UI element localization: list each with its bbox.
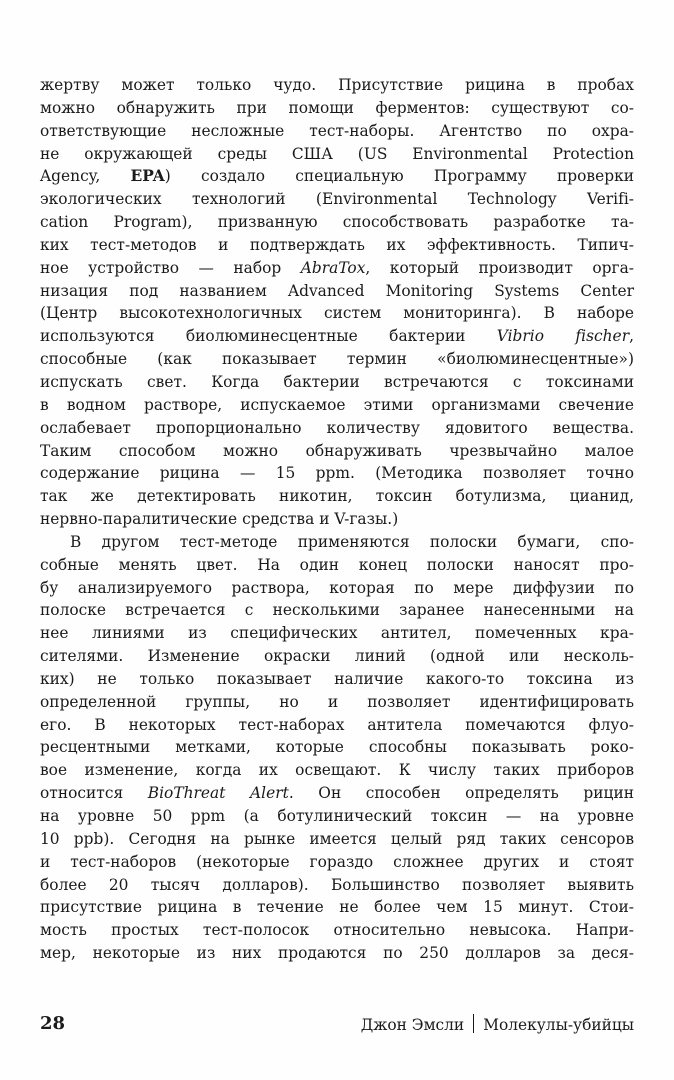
text-run: присутствие рицина в течение не более чем 15 минут. Стои-: [40, 898, 634, 917]
text-run: Таким способом можно обнаруживать чрезвычайно малое: [40, 441, 634, 460]
text-run: испускать свет. Когда бактерии встречаются с токсинами: [40, 372, 634, 391]
text-run: собные менять цвет. На один конец полоски наносят про-: [40, 555, 634, 574]
text-run: мер, некоторые из них продаются по 250 долларов за деся-: [40, 944, 634, 963]
text-line: [40, 325, 634, 348]
text-line: [40, 302, 634, 325]
text-run: вое изменение, когда их освещают. К числу таких приборов: [40, 761, 634, 780]
text-line: [40, 874, 634, 897]
text-line: [40, 348, 634, 371]
text-run: ких) не только показывает наличие какого-то токсина из: [40, 669, 634, 688]
text-line: [40, 531, 634, 554]
text-run: . Он способен определять рицин: [288, 784, 635, 803]
text-line: [40, 440, 634, 463]
text-line: [40, 851, 634, 874]
text-run: EPA: [130, 167, 165, 186]
body-text: [40, 74, 634, 965]
text-line: [40, 257, 634, 280]
text-line: [40, 97, 634, 120]
text-run: нервно-паралитические средства и V-газы.): [40, 510, 399, 529]
text-run: его. В некоторых тест-наборах антитела помечаются флуо-: [40, 715, 634, 734]
text-run: сителями. Изменение окраски линий (одной или несколь-: [40, 647, 634, 666]
text-line: [40, 828, 634, 851]
running-head-separator: [473, 1014, 474, 1033]
text-line: [40, 805, 634, 828]
text-run: ресцентными метками, которые способны показывать роко-: [40, 738, 634, 757]
text-run: Agency,: [40, 167, 131, 186]
text-run: AbraTox: [300, 258, 366, 277]
text-line: [40, 599, 634, 622]
text-run: способные (как показывает термин «биолюминесцентные»): [40, 350, 634, 369]
text-line: [40, 942, 634, 965]
text-line: [40, 211, 634, 234]
text-line: [40, 782, 634, 805]
running-head-title: Молекулы-убийцы: [483, 1016, 634, 1034]
text-run: содержание рицина — 15 ppm. (Методика позволяет точно: [40, 464, 634, 483]
text-line: [40, 645, 634, 668]
text-line: [40, 143, 634, 166]
text-run: 10 ppb). Сегодня на рынке имеется целый ряд таких сенсоров: [40, 829, 634, 848]
text-run: BioThreat Alert: [147, 784, 289, 803]
running-head: [361, 1014, 634, 1034]
text-run: , который производит орга-: [365, 258, 634, 277]
text-line: [40, 919, 634, 942]
text-run: более 20 тысяч долларов). Большинство позволяет выявить: [40, 875, 634, 894]
text-run: (Центр высокотехнологичных систем мониторинга). В наборе: [40, 304, 634, 323]
text-run: В другом тест-методе применяются полоски бумаги, спо-: [70, 532, 634, 551]
text-line: [40, 668, 634, 691]
text-line: [40, 691, 634, 714]
text-line: [40, 280, 634, 303]
text-run: не окружающей среды США (US Environmental Protection: [40, 144, 634, 163]
text-run: ответствующие несложные тест-наборы. Агентство по охра-: [40, 121, 634, 140]
page-number: 28: [40, 1013, 66, 1034]
text-run: cation Program), призванную способствовать разработке та-: [40, 213, 634, 232]
text-line: [40, 759, 634, 782]
text-run: в водном растворе, испускаемое этими организмами свечение: [40, 395, 634, 414]
text-line: [40, 554, 634, 577]
text-run: можно обнаружить при помощи ферментов: существуют со-: [40, 98, 634, 117]
text-run: на уровне 50 ppm (а ботулинический токсин — на уровне: [40, 807, 634, 825]
text-line: [40, 462, 634, 485]
text-line: [40, 714, 634, 737]
text-run: экологических технологий (Environmental Technology Verifi-: [40, 190, 634, 209]
text-run: используются биолюминесцентные бактерии: [40, 327, 497, 346]
text-run: и тест-наборов (некоторые гораздо сложнее других и стоят: [40, 852, 634, 871]
text-run: ких тест-методов и подтверждать их эффективность. Типич-: [40, 235, 634, 254]
text-run: так же детектировать никотин, токсин ботулизма, цианид,: [40, 487, 634, 506]
text-line: [40, 417, 634, 440]
text-run: жертву может только чудо. Присутствие рицина в пробах: [40, 76, 634, 94]
text-line: [40, 74, 634, 97]
text-run: Vibrio fischer: [496, 327, 630, 346]
text-line: [40, 736, 634, 759]
text-line: [40, 120, 634, 143]
text-run: низация под названием Advanced Monitoring Systems Center: [40, 281, 634, 300]
text-run: ) создало специальную Программу проверки: [164, 167, 634, 186]
page-footer: [40, 1010, 634, 1040]
text-run: нее линиями из специфических антител, помеченных кра-: [40, 624, 634, 643]
text-line: [40, 165, 634, 188]
text-run: относится: [40, 784, 148, 803]
text-run: полоске встречается с несколькими заранее нанесенными на: [40, 601, 634, 620]
text-line: [40, 188, 634, 211]
text-line: [40, 485, 634, 508]
text-line: [40, 234, 634, 257]
text-line: [40, 896, 634, 919]
text-run: ослабевает пропорционально количеству ядовитого вещества.: [40, 418, 634, 437]
text-line: [40, 371, 634, 394]
text-line: [40, 508, 634, 531]
text-run: определенной группы, но и позволяет идентифицировать: [40, 692, 634, 711]
text-run: мость простых тест-полосок относительно невысока. Напри-: [40, 921, 634, 940]
text-line: [40, 577, 634, 600]
running-head-author: Джон Эмсли: [360, 1016, 465, 1034]
text-line: [40, 394, 634, 417]
text-run: ное устройство — набор: [40, 258, 301, 277]
text-line: [40, 622, 634, 645]
text-run: бу анализируемого раствора, которая по мере диффузии по: [40, 578, 634, 597]
text-run: ,: [629, 327, 634, 346]
